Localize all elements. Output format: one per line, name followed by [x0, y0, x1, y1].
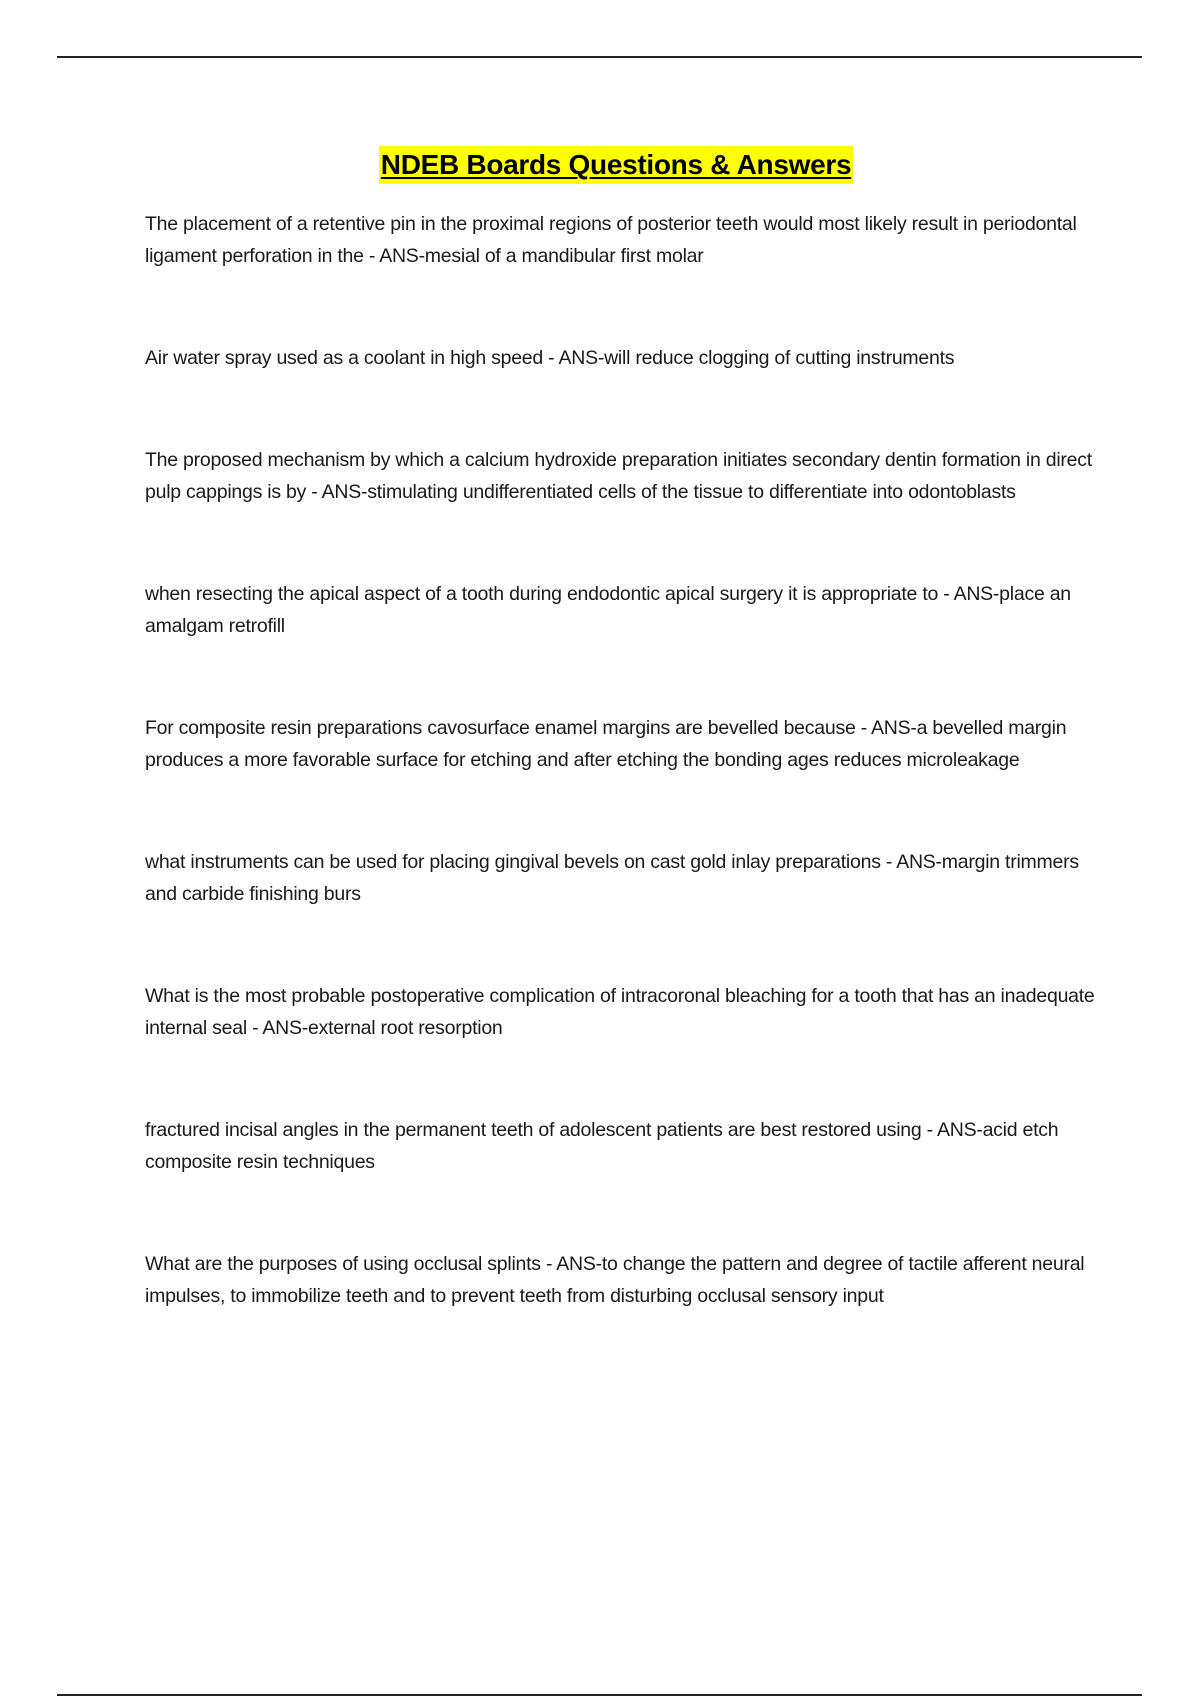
qa-item: Air water spray used as a coolant in high speed - ANS-will reduce clogging of cutting instruments — [145, 347, 955, 369]
qa-item: For composite resin preparations cavosurface enamel margins are bevelled because - ANS-a bevelled margin produces a more favorable surface for etching and after etching the bonding ages reduces microleakage — [145, 717, 1067, 771]
bottom-rule — [57, 1694, 1142, 1696]
title-container — [0, 146, 1200, 184]
qa-list — [145, 208, 1095, 1312]
qa-item: What are the purposes of using occlusal splints - ANS-to change the pattern and degree of tactile afferent neural impulses, to immobilize teeth and to prevent teeth from disturbing occlusal sensory input — [145, 1253, 1085, 1307]
qa-item: when resecting the apical aspect of a tooth during endodontic apical surgery it is appropriate to - ANS-place an amalgam retrofill — [145, 583, 1071, 637]
qa-item: The placement of a retentive pin in the proximal regions of posterior teeth would most likely result in periodontal ligament perforation in the - ANS-mesial of a mandibular first molar — [145, 213, 1077, 267]
qa-item: The proposed mechanism by which a calcium hydroxide preparation initiates secondary dentin formation in direct pulp cappings is by - ANS-stimulating undifferentiated cells of the tissue to differentiate into odontoblasts — [145, 449, 1092, 503]
top-rule — [57, 56, 1142, 58]
page-title: NDEB Boards Questions & Answers — [379, 146, 853, 184]
qa-item: What is the most probable postoperative complication of intracoronal bleaching for a tooth that has an inadequate internal seal - ANS-external root resorption — [145, 985, 1095, 1039]
qa-item: fractured incisal angles in the permanent teeth of adolescent patients are best restored using - ANS-acid etch composite resin techniques — [145, 1119, 1059, 1173]
qa-item: what instruments can be used for placing gingival bevels on cast gold inlay preparations - ANS-margin trimmers and carbide finishing burs — [145, 851, 1079, 905]
